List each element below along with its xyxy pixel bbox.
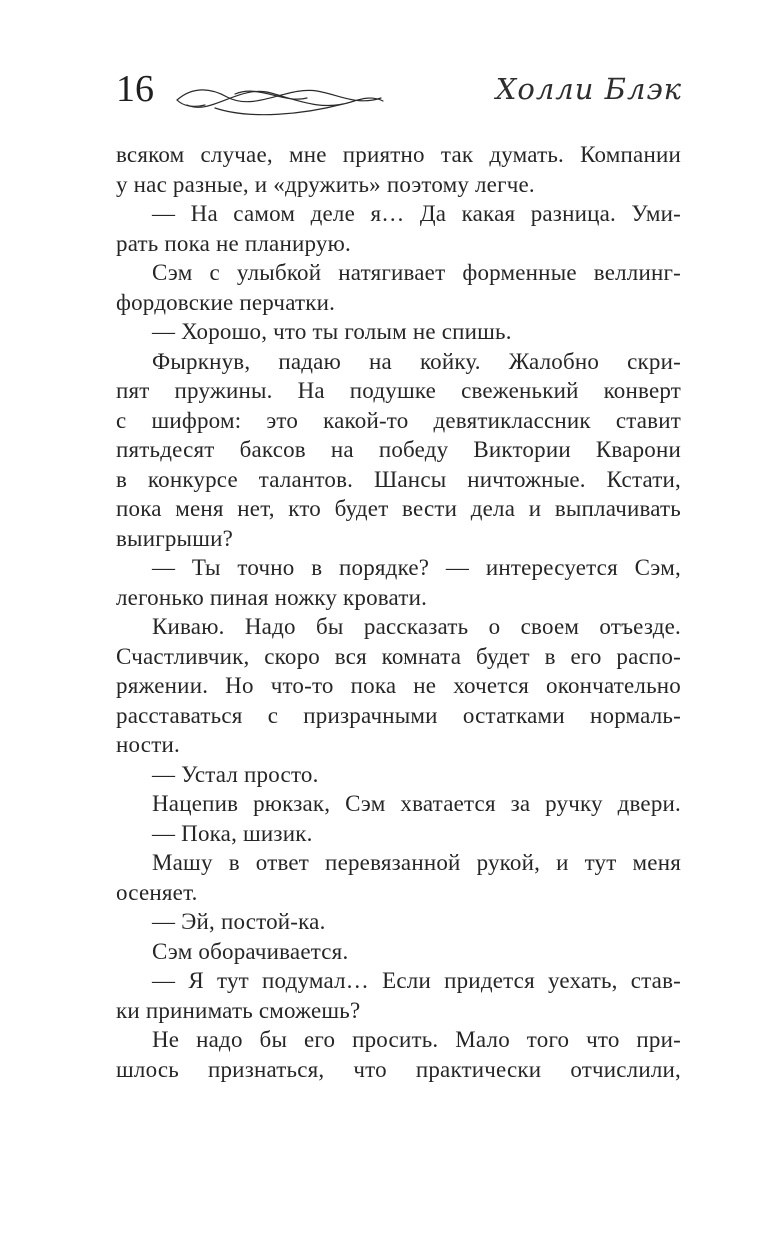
text-line: — Ты точно в порядке? — интересуется Сэм, [152, 555, 681, 580]
text-line: расставаться с призрачными остатками нормаль- [116, 702, 681, 728]
text-line: рать пока не планирую. [116, 230, 351, 256]
text-line: Фыркнув, падаю на койку. Жалобно скри- [152, 348, 681, 374]
text-line: ности. [116, 732, 180, 757]
text-line: у нас разные, и «дружить» поэтому легче. [116, 171, 535, 197]
text-line: — Я тут подумал… Если придется уехать, став- [152, 968, 681, 993]
text-line: выигрыши? [116, 525, 234, 551]
text-line: в конкурсе талантов. Шансы ничтожные. Кстати, [116, 466, 681, 492]
text-line: — На самом деле я… Да какая разница. Уми- [152, 201, 681, 226]
text-line: Не надо бы его просить. Мало того что при- [152, 1027, 681, 1052]
text-line: Нацепив рюкзак, Сэм хватается за ручку двери. [152, 791, 681, 816]
text-line: осеняет. [116, 879, 198, 905]
flourish-icon [174, 80, 386, 118]
text-line: пятьдесят баксов на победу Виктории Кварони [116, 437, 681, 462]
text-line: с шифром: это какой-то девятиклассник ставит [116, 407, 681, 433]
text-line: Сэм с улыбкой натягивает форменные веллинг- [152, 260, 681, 285]
running-header-author: Холли Блэк [495, 72, 682, 106]
text-line: Киваю. Надо бы рассказать о своем отъезде. [152, 614, 681, 639]
text-line: — Хорошо, что ты голым не спишь. [152, 319, 512, 344]
text-line: легонько пиная ножку кровати. [116, 584, 428, 610]
text-line: всяком случае, мне приятно так думать. Компании [116, 142, 681, 167]
text-line: ряжении. Но что-то пока не хочется окончательно [116, 673, 681, 698]
text-line: — Эй, постой-ка. [152, 909, 326, 934]
text-line: — Устал просто. [152, 761, 319, 787]
text-line: фордовские перчатки. [116, 289, 336, 315]
text-line: ки принимать сможешь? [116, 997, 361, 1023]
text-line: Сэм оборачивается. [152, 938, 349, 964]
text-line: Машу в ответ перевязанной рукой, и тут меня [152, 850, 681, 875]
text-line: шлось признаться, что практически отчислили, [116, 1056, 681, 1082]
text-line: — Пока, шизик. [152, 820, 313, 846]
page-text [116, 140, 681, 1084]
text-line: пят пружины. На подушке свеженький конверт [116, 378, 681, 403]
text-line: Счастливчик, скоро вся комната будет в его распо- [116, 643, 681, 669]
page-number: 16 [116, 68, 154, 110]
text-line: пока меня нет, кто будет вести дела и выплачивать [116, 496, 681, 521]
